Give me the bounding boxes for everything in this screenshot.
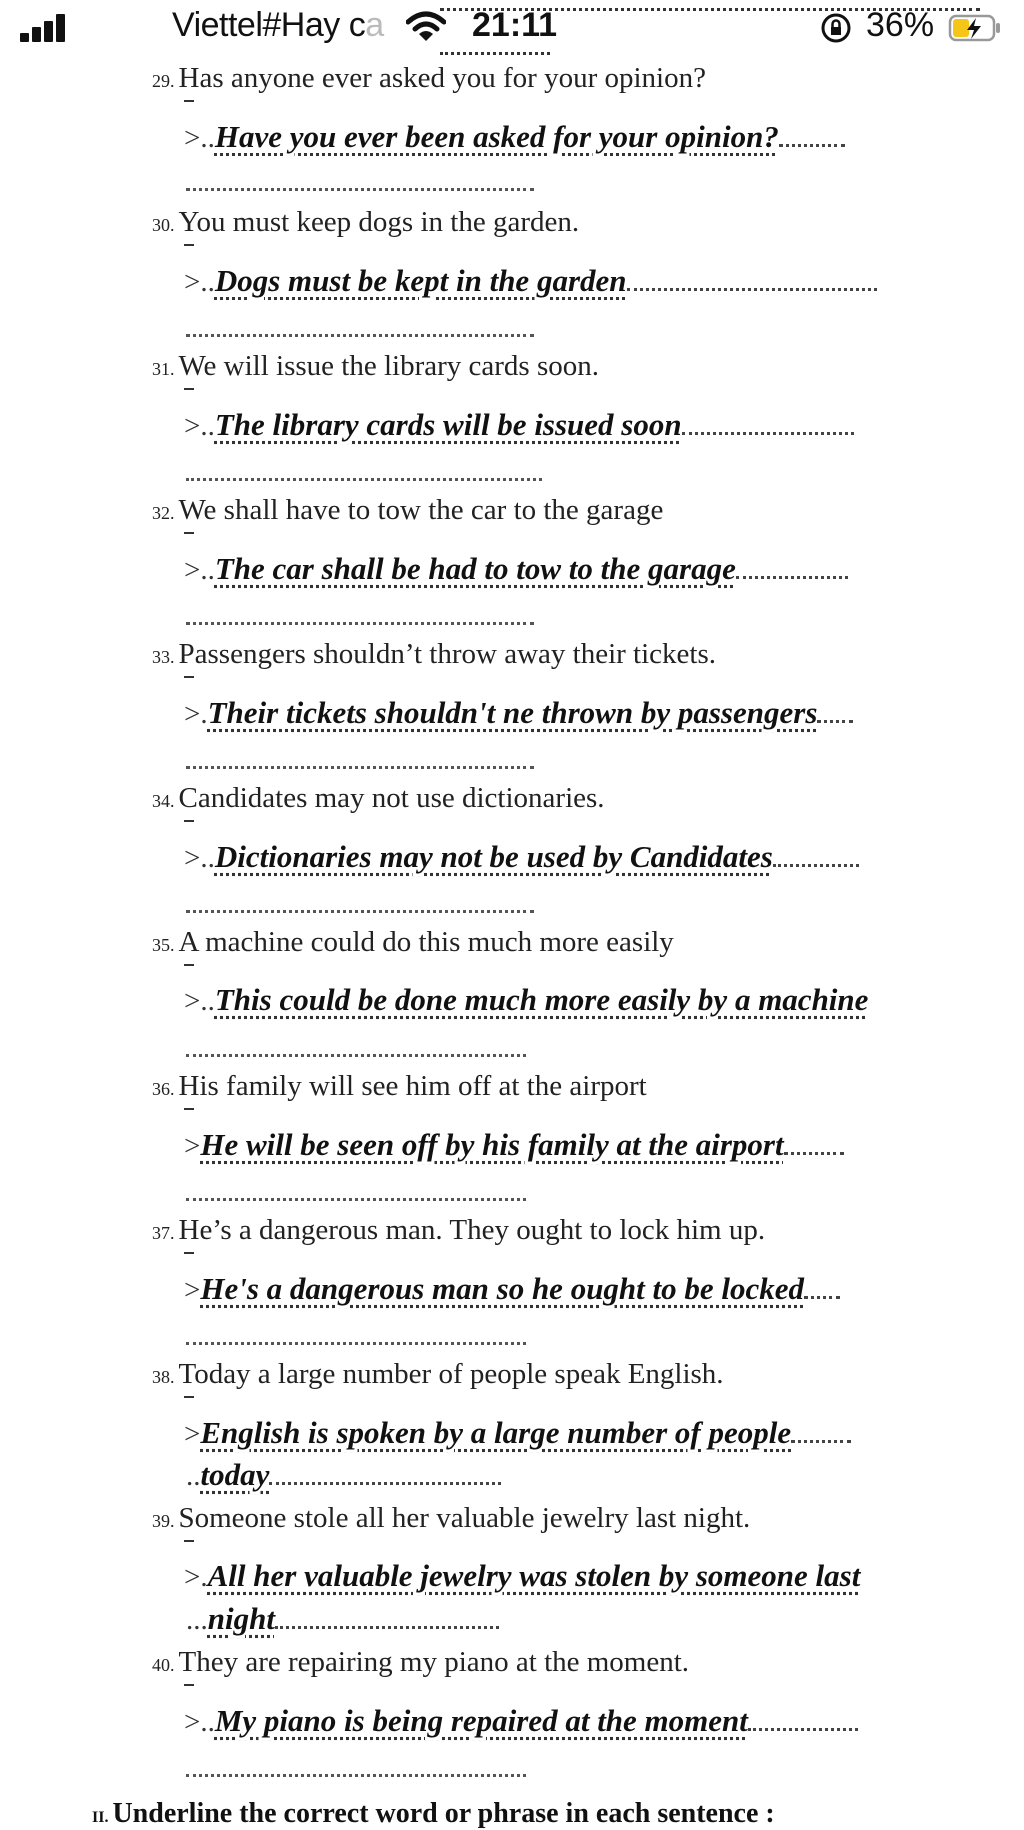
dotted-blank-line: [186, 1198, 526, 1201]
answer-text: My piano is being repaired at the moment: [214, 1703, 748, 1738]
answer-line: >..Dogs must be kept in the garden: [184, 262, 877, 299]
status-bar: [0, 0, 1024, 56]
answer-text: He will be seen off by his family at the airport: [200, 1127, 784, 1162]
answer-text: He's a dangerous man so he ought to be locked: [200, 1271, 805, 1306]
answer-text: The car shall be had to tow to the garage: [214, 551, 736, 586]
battery-charging-icon: [948, 14, 1002, 42]
question-text: 37. He’s a dangerous man. They ought to lock him up.: [152, 1214, 766, 1246]
question-text: 29. Has anyone ever asked you for your opinion?: [152, 62, 706, 94]
dash-mark: [184, 820, 194, 822]
answer-text: Have you ever been asked for your opinion?: [214, 119, 779, 154]
dotted-blank-line: [186, 622, 534, 625]
answer-text: The library cards will be issued soon: [214, 407, 682, 442]
dotted-blank-line: [186, 1774, 526, 1777]
answer-line: >..Have you ever been asked for your opinion?: [184, 118, 845, 155]
orientation-lock-icon: [820, 12, 852, 44]
question-text: 31. We will issue the library cards soon.: [152, 350, 599, 382]
dash-mark: [184, 1252, 194, 1254]
answer-line: >.All her valuable jewelry was stolen by someone last: [184, 1558, 861, 1593]
wifi-icon: [406, 10, 446, 44]
dash-mark: [184, 1108, 194, 1110]
dotted-blank-line: [186, 478, 542, 481]
answer-text: All her valuable jewelry was stolen by someone last: [207, 1558, 861, 1593]
answer-text: Their tickets shouldn't ne thrown by passengers: [207, 695, 818, 730]
question-text: 39. Someone stole all her valuable jewelry last night.: [152, 1502, 751, 1534]
answer-continuation: ...night: [186, 1600, 499, 1637]
answer-line: >..Dictionaries may not be used by Candidates: [184, 838, 859, 875]
answer-continuation: ..today: [186, 1456, 501, 1493]
dash-mark: [184, 244, 194, 246]
question-text: 30. You must keep dogs in the garden.: [152, 206, 580, 238]
answer-line: >..The car shall be had to tow to the garage: [184, 550, 848, 587]
dotted-blank-line: [186, 1342, 526, 1345]
dash-mark: [184, 100, 194, 102]
dotted-blank-line: [186, 1054, 526, 1057]
dotted-blank-line: [186, 188, 534, 191]
answer-text: Dictionaries may not be used by Candidates: [214, 839, 773, 874]
carrier-name: Viettel#Hay ca: [172, 6, 384, 44]
dash-mark: [184, 676, 194, 678]
answer-text: Dogs must be kept in the garden: [214, 263, 627, 298]
answer-text: English is spoken by a large number of people: [200, 1415, 792, 1450]
answer-line: >He's a dangerous man so he ought to be locked: [184, 1270, 840, 1307]
answer-line: >.Their tickets shouldn't ne thrown by passengers: [184, 694, 853, 731]
question-text: 40. They are repairing my piano at the moment.: [152, 1646, 690, 1678]
question-text: 36. His family will see him off at the airport: [152, 1070, 647, 1102]
answer-text: This could be done much more easily by a machine: [214, 982, 869, 1017]
answer-line: >He will be seen off by his family at the airport: [184, 1126, 844, 1163]
answer-line: >..My piano is being repaired at the moment: [184, 1702, 858, 1739]
dash-mark: [184, 388, 194, 390]
question-text: 34. Candidates may not use dictionaries.: [152, 782, 605, 814]
dotted-blank-line: [186, 910, 534, 913]
answer-line: >English is spoken by a large number of people: [184, 1414, 851, 1451]
battery-percent: 36%: [866, 6, 935, 44]
dash-mark: [184, 1540, 194, 1542]
question-text: 33. Passengers shouldn’t throw away their tickets.: [152, 638, 716, 670]
dotted-rule: [440, 52, 550, 55]
dash-mark: [184, 1684, 194, 1686]
signal-icon: [20, 14, 68, 42]
answer-line: >..This could be done much more easily by a machine: [184, 982, 869, 1017]
dotted-blank-line: [186, 766, 534, 769]
question-text: 32. We shall have to tow the car to the garage: [152, 494, 664, 526]
question-text: 38. Today a large number of people speak English.: [152, 1358, 724, 1390]
dash-mark: [184, 1396, 194, 1398]
dash-mark: [184, 532, 194, 534]
section-heading: II. Underline the correct word or phrase in each sentence :: [92, 1798, 775, 1829]
question-text: 35. A machine could do this much more easily: [152, 926, 674, 958]
dash-mark: [184, 964, 194, 966]
clock: 21:11: [472, 6, 558, 44]
answer-line: >..The library cards will be issued soon: [184, 406, 854, 443]
dotted-blank-line: [186, 334, 534, 337]
